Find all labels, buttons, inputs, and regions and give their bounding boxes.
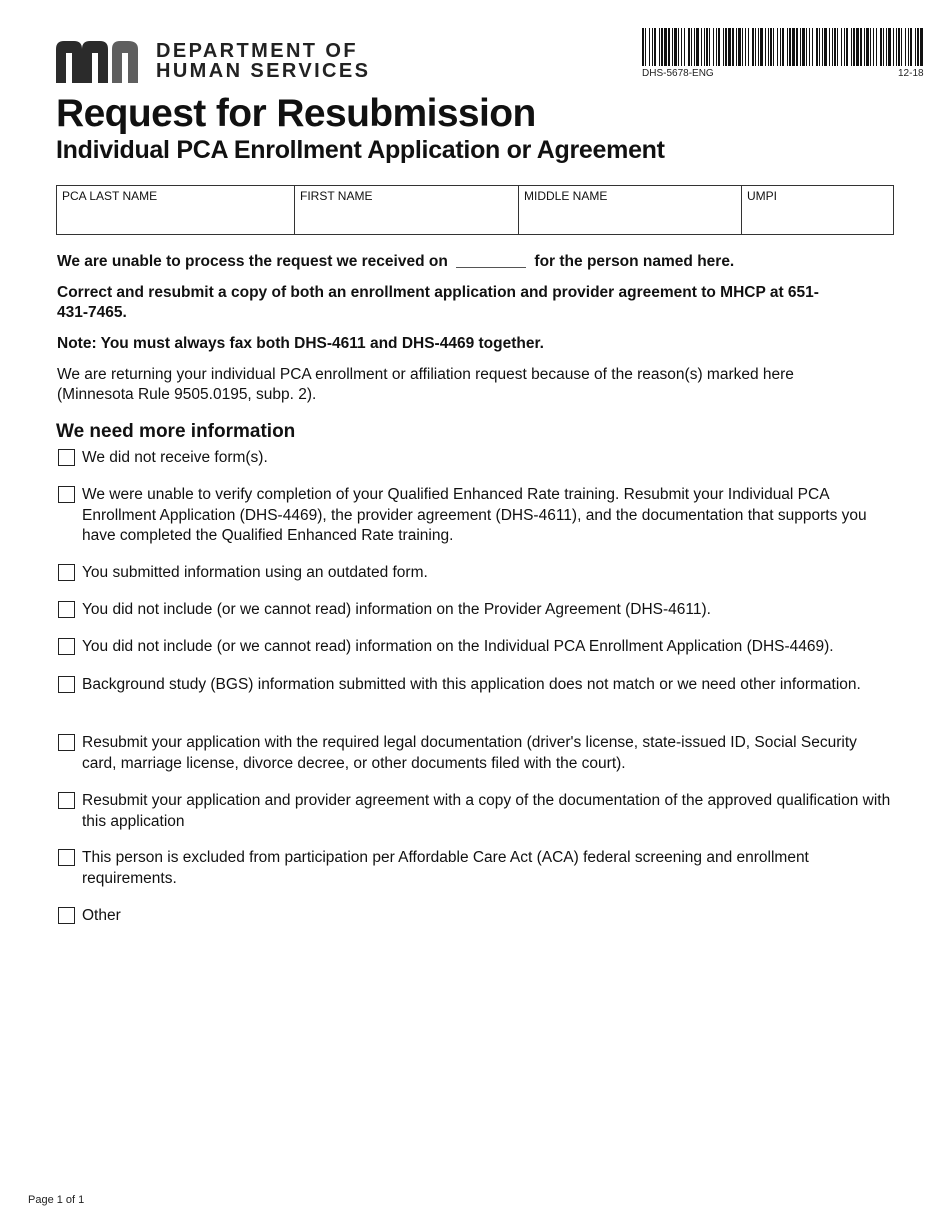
page-number: Page 1 of 1 [28,1194,85,1206]
reason-checkbox[interactable] [58,849,75,866]
name-table [56,185,894,235]
received-statement [57,252,897,272]
first-name-cell[interactable] [294,186,518,234]
form-date: 12-18 [898,68,924,79]
reason-item [58,733,894,774]
middle-name-label: MIDDLE NAME [524,189,608,203]
middle-name-cell[interactable] [518,186,741,234]
received-text-before: We are unable to process the request we received on [57,253,448,270]
reason-text: You submitted information using an outdated form. [82,564,428,581]
received-text-after: for the person named here. [534,253,735,270]
reason-item [58,906,894,927]
org-name-line1: DEPARTMENT OF [156,40,358,62]
barcode [642,28,924,66]
org-name-line2: HUMAN SERVICES [156,60,371,82]
reason-checkbox[interactable] [58,601,75,618]
reason-item [58,675,894,696]
reason-text: This person is excluded from participation per Affordable Care Act (ACA) federal screening and enrollment requirements. [82,849,809,887]
fax-note: Note: You must always fax both DHS-4611 and DHS-4469 together. [57,335,544,352]
reason-checkbox[interactable] [58,907,75,924]
reason-checkbox[interactable] [58,638,75,655]
reason-item [58,563,894,584]
reason-item [58,600,894,621]
reason-text: You did not include (or we cannot read) information on the Provider Agreement (DHS-4611). [82,601,711,618]
reason-checkbox[interactable] [58,792,75,809]
reason-text: Background study (BGS) information submitted with this application does not match or we need other information. [82,676,861,693]
reason-text: Resubmit your application and provider agreement with a copy of the documentation of the approved qualification with this application [82,792,891,830]
umpi-label: UMPI [747,189,777,203]
first-name-label: FIRST NAME [300,189,373,203]
section-heading: We need more information [56,421,296,442]
form-code: DHS-5678-ENG [642,68,714,79]
reason-item [58,848,894,889]
reason-checkbox[interactable] [58,734,75,751]
pca-last-name-cell[interactable] [57,186,294,234]
reason-checkbox[interactable] [58,449,75,466]
umpi-cell[interactable] [741,186,893,234]
reason-text: Other [82,907,121,924]
received-date-field[interactable] [456,266,526,268]
reason-text: Resubmit your application with the required legal documentation (driver's license, state-issued ID, Social Security card, marriage license, divorce decree, or other documents filed with the court). [82,734,857,772]
reason-checkbox[interactable] [58,564,75,581]
reason-item [58,448,894,469]
resubmit-instructions: Correct and resubmit a copy of both an enrollment application and provider agreement to MHCP at 651-431-7465. [57,284,819,321]
pca-last-name-label: PCA LAST NAME [62,189,158,203]
dhs-logo [56,39,386,83]
reason-checkbox[interactable] [58,676,75,693]
reason-item [58,485,894,547]
returning-statement: We are returning your individual PCA enrollment or affiliation request because of the reason(s) marked here (Minnesota Rule 9505.0195, subp. 2). [57,366,794,403]
page-title: Request for Resubmission [56,92,536,135]
reason-item [58,791,894,832]
reason-item [58,637,894,658]
reason-text: You did not include (or we cannot read) information on the Individual PCA Enrollment Application (DHS-4469). [82,638,834,655]
mn-logo-icon [56,39,146,83]
reason-text: We were unable to verify completion of your Qualified Enhanced Rate training. Resubmit your Individual PCA Enrollment Application (DHS-4469), the provider agreement (DHS-4611), and the documentation that supports you have completed the Qualified Enhanced Rate training. [82,486,867,544]
reason-checkbox[interactable] [58,486,75,503]
page-subtitle: Individual PCA Enrollment Application or Agreement [56,136,665,164]
reason-text: We did not receive form(s). [82,449,268,466]
